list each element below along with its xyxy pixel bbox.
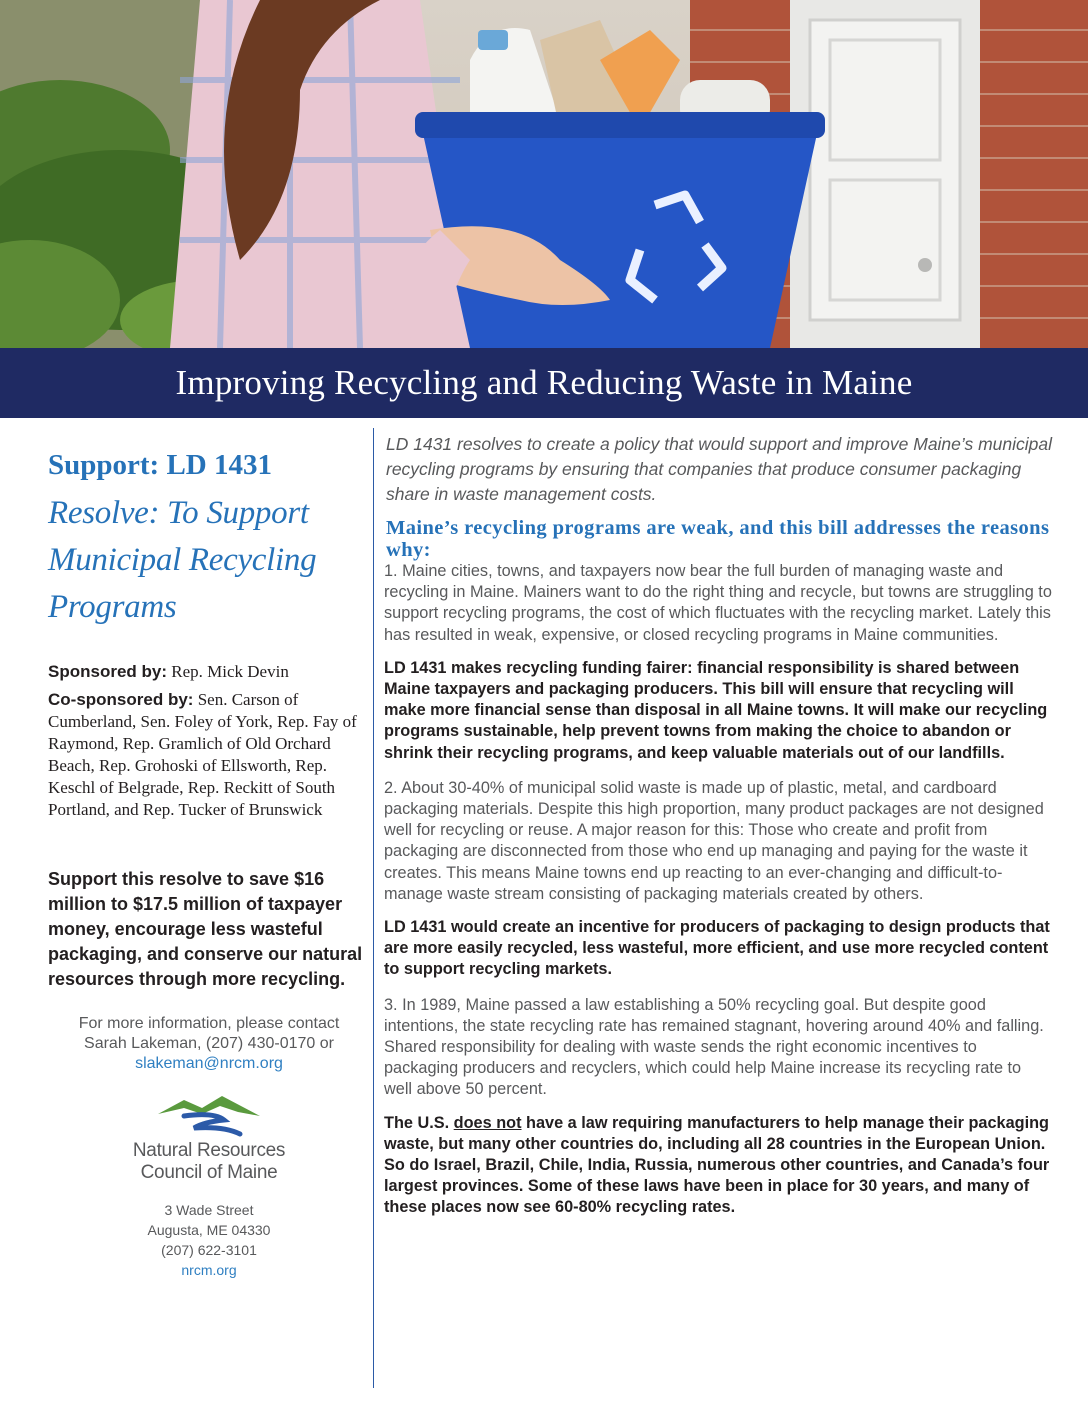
cosponsor-block bbox=[48, 689, 370, 821]
right-column bbox=[384, 432, 1052, 1233]
resolve-title: Resolve: To Support Municipal Recycling Programs bbox=[48, 495, 317, 625]
reason-1-response: LD 1431 makes recycling funding fairer: financial responsibility is shared between Maine taxpayers and packaging producers. This bill will ensure that recycling will make more financial sense than disposal in all Maine towns. It will make our recycling programs sustainable, help prevent towns from making the choice to abandon or shrink their recycling programs, and keep valuable materials out of our landfills. bbox=[384, 658, 1048, 762]
sponsored-value: Rep. Mick Devin bbox=[171, 662, 289, 681]
page-title: Improving Recycling and Reducing Waste in Maine bbox=[175, 363, 913, 402]
reason-1-text: 1. Maine cities, towns, and taxpayers now bear the full burden of managing waste and recycling in Maine. Mainers want to do the right thing and recycle, but towns are struggling to support recycling programs, the cost of which fluctuates with the recycling market. Lately this has resulted in weak, expensive, or closed recycling programs in Maine communities. bbox=[384, 562, 1052, 644]
reason-3-text: 3. In 1989, Maine passed a law establishing a 50% recycling goal. But despite good intentions, the state recycling rate has remained stagnant, hovering around 40% and falling. Shared responsibility for dealing with waste sends the right economic incentives to packaging producers and recyclers, which could help Maine increase its recycling rate to well above 50 percent. bbox=[384, 995, 1044, 1099]
intro-text: LD 1431 resolves to create a policy that would support and improve Maine’s municipal recycling programs by ensuring that companies that produce consumer packaging share in waste management costs. bbox=[386, 434, 1053, 504]
sponsor-line bbox=[48, 661, 370, 683]
contact-line-2: Sarah Lakeman, (207) 430-0170 or bbox=[84, 1035, 334, 1052]
reason-3-underline: does not bbox=[453, 1113, 522, 1132]
title-banner bbox=[0, 348, 1088, 418]
cosponsored-label: Co-sponsored by: bbox=[48, 690, 194, 709]
cosponsored-value: Sen. Carson of Cumberland, Sen. Foley of York, Rep. Fay of Raymond, Rep. Gramlich of Old Orchard Beach, Rep. Grohoski of Ellsworth, Rep. Keschl of Belgrade, Rep. Reckitt of South Portland, and Rep. Tucker of Brunswick bbox=[48, 690, 357, 819]
org-name-line-1: Natural Resources bbox=[132, 1140, 286, 1161]
org-address bbox=[48, 1200, 370, 1280]
column-divider bbox=[373, 428, 374, 1388]
reasons-subheading: Maine’s recycling programs are weak, and this bill addresses the reasons why: bbox=[386, 517, 1050, 561]
contact-info bbox=[48, 1014, 370, 1074]
website-link[interactable]: nrcm.org bbox=[181, 1262, 237, 1278]
reason-2-text: 2. About 30-40% of municipal solid waste is made up of plastic, metal, and cardboard packaging materials. Despite this high proportion, many product packages are not designed well for recycling or reuse. A major reason for this: Those who create and profit from packaging are disconnected from those who end up managing and paying for the waste it creates. This means Maine towns end up reacting to an ever-changing and difficult-to-manage waste stream consisting of packaging materials created by others. bbox=[384, 778, 1044, 903]
address-city: Augusta, ME 04330 bbox=[147, 1222, 271, 1238]
reason-3-pre: The U.S. bbox=[384, 1113, 454, 1132]
support-callout: Support this resolve to save $16 million to $17.5 million of taxpayer money, encourage less wasteful packaging, and conserve our natural resources through more recycling. bbox=[48, 869, 363, 989]
reason-3-response bbox=[384, 1113, 1052, 1219]
contact-line-1: For more information, please contact bbox=[78, 1015, 340, 1032]
mountain-river-logo-icon bbox=[154, 1092, 264, 1140]
hero-photo bbox=[0, 0, 1088, 348]
reason-2-response: LD 1431 would create an incentive for producers of packaging to design products that are more easily recycled, less wasteful, more efficient, and use more recycled content to support recycling markets. bbox=[384, 918, 1050, 979]
address-phone: (207) 622-3101 bbox=[161, 1242, 257, 1258]
nrcm-logo bbox=[119, 1092, 299, 1184]
address-street: 3 Wade Street bbox=[164, 1202, 254, 1218]
recycling-bin-photo-icon bbox=[0, 0, 1088, 348]
sponsored-label: Sponsored by: bbox=[48, 662, 168, 681]
org-name-line-2: Council of Maine bbox=[140, 1162, 278, 1183]
left-column bbox=[48, 448, 370, 1280]
support-heading: Support: LD 1431 bbox=[48, 449, 272, 481]
reason-3-post: have a law requiring manufacturers to help manage their packaging waste, but many other countries do, including all 28 countries in the European Union. So do Israel, Brazil, Chile, India, Russia, numerous other countries, and Canada’s four largest provinces. Some of these laws have been in place for 30 years, and many of these places now see 60-80% recycling rates. bbox=[384, 1113, 1050, 1217]
contact-email-link[interactable]: slakeman@nrcm.org bbox=[135, 1055, 283, 1072]
